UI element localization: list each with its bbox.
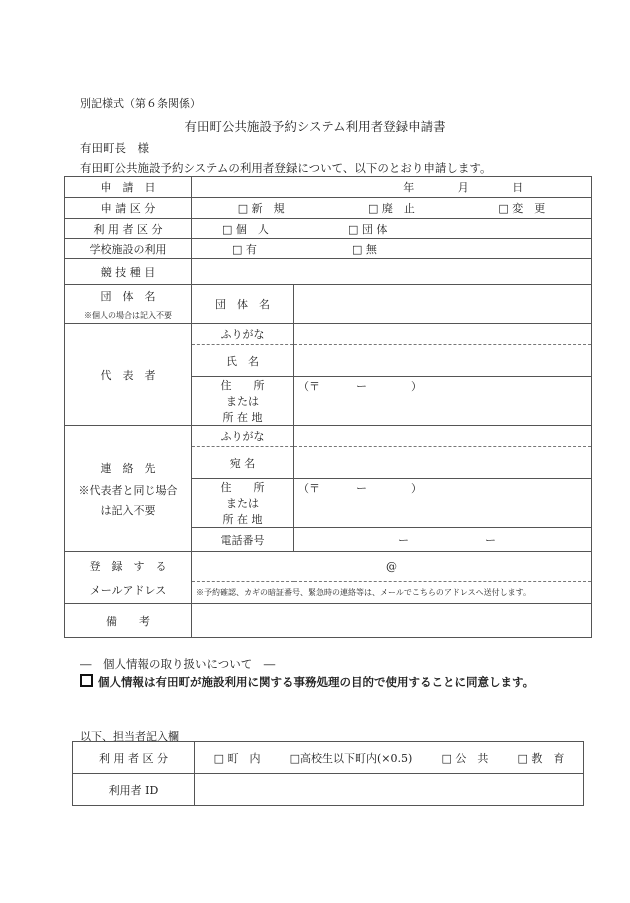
- group-name-note: ※個人の場合は記入不要: [84, 310, 172, 320]
- row-group-name: [65, 285, 592, 324]
- apply-type-change-checkbox[interactable]: □ 変 更: [498, 202, 546, 215]
- contact-zip-dash: ー: [356, 482, 367, 495]
- application-form-table: [64, 176, 592, 638]
- rep-zip-close: ）: [411, 380, 422, 393]
- rep-furigana-label: ふりがな: [192, 324, 294, 345]
- page-title: 有田町公共施設予約システム利用者登録申請書: [184, 119, 446, 134]
- user-type-label: 利 用 者 区 分: [65, 219, 192, 239]
- contact-address-label-1: 住 所: [220, 481, 265, 494]
- staff-education-checkbox[interactable]: □ 教 育: [517, 751, 565, 765]
- group-name-label-cell: [65, 285, 192, 324]
- intro-text: 有田町公共施設予約システムの利用者登録について、以下のとおり申請します。: [80, 161, 492, 175]
- staff-user-id-label: 利用者 ID: [73, 774, 195, 806]
- privacy-heading: ― 個人情報の取り扱いについて ―: [80, 657, 276, 671]
- privacy-consent: [80, 674, 534, 690]
- consent-text: 個人情報は有田町が施設利用に関する事務処理の目的で使用することに同意します。: [98, 675, 535, 689]
- group-name-sublabel: 団 体 名: [192, 285, 294, 324]
- day-label: 日: [512, 181, 524, 194]
- row-email: [65, 552, 592, 582]
- contact-address-label-3: 所 在 地: [222, 513, 263, 526]
- row-apply-date: [65, 177, 592, 198]
- email-label-1: 登 録 す る: [89, 559, 167, 573]
- staff-public-checkbox[interactable]: □ 公 共: [441, 751, 489, 765]
- rep-address-label-2: または: [226, 395, 259, 408]
- remarks-input[interactable]: [192, 604, 592, 638]
- apply-type-label: 申 請 区 分: [65, 198, 192, 219]
- rep-address-input[interactable]: [294, 377, 592, 426]
- email-note: ※予約確認、カギの暗証番号、緊急時の連絡等は、メールでこちらのアドレスへ送付します。: [192, 582, 592, 604]
- contact-furigana-input[interactable]: [294, 426, 592, 447]
- contact-note-2: は記入不要: [100, 503, 156, 517]
- staff-town-checkbox[interactable]: □ 町 内: [213, 751, 261, 765]
- rep-address-label-cell: [192, 377, 294, 426]
- contact-address-label-cell: [192, 479, 294, 528]
- school-no-checkbox[interactable]: □ 無: [352, 242, 377, 256]
- month-label: 月: [457, 181, 469, 194]
- apply-date-label: 申 請 日: [65, 177, 192, 198]
- contact-label-cell: [65, 426, 192, 552]
- rep-name-label: 氏 名: [192, 345, 294, 377]
- rep-zip-dash: ー: [356, 380, 367, 393]
- contact-furigana-label: ふりがな: [192, 426, 294, 447]
- staff-user-class-label: 利 用 者 区 分: [73, 742, 195, 774]
- user-type-group-checkbox[interactable]: □ 団 体: [348, 222, 388, 236]
- row-staff-user-id: [73, 774, 584, 806]
- row-contact-furigana: [65, 426, 592, 447]
- representative-label: 代 表 者: [65, 324, 192, 426]
- sport-label: 競 技 種 目: [65, 259, 192, 285]
- contact-phone-label: 電話番号: [192, 528, 294, 552]
- sport-input[interactable]: [192, 259, 592, 285]
- school-facility-label: 学校施設の利用: [65, 239, 192, 259]
- staff-user-id-input[interactable]: [195, 774, 584, 806]
- rep-name-input[interactable]: [294, 345, 592, 377]
- consent-checkbox[interactable]: [80, 674, 93, 687]
- contact-address-input[interactable]: [294, 479, 592, 528]
- form-reference: 別記様式（第６条関係）: [80, 97, 201, 110]
- apply-type-new-checkbox[interactable]: □ 新 規: [237, 202, 285, 215]
- contact-zip-close: ）: [411, 482, 422, 495]
- row-sport: [65, 259, 592, 285]
- rep-address-label-3: 所 在 地: [222, 411, 263, 424]
- remarks-label: 備 考: [65, 604, 192, 638]
- contact-note-1: ※代表者と同じ場合: [78, 483, 178, 497]
- addressee: 有田町長 様: [80, 141, 149, 155]
- email-at-sign: @: [386, 560, 397, 573]
- row-apply-type: [65, 198, 592, 219]
- row-school-facility: [65, 239, 592, 259]
- contact-name-input[interactable]: [294, 447, 592, 479]
- email-label-cell: [65, 552, 192, 604]
- rep-zip-open: （〒: [298, 380, 320, 393]
- apply-type-cancel-checkbox[interactable]: □ 廃 止: [368, 202, 415, 215]
- row-user-type: [65, 219, 592, 239]
- staff-table: [72, 741, 584, 806]
- rep-furigana-input[interactable]: [294, 324, 592, 345]
- phone-dash-2: ー: [485, 533, 496, 547]
- contact-phone-input[interactable]: [294, 528, 592, 552]
- school-yes-checkbox[interactable]: □ 有: [232, 242, 257, 256]
- phone-dash-1: ー: [398, 533, 409, 547]
- email-input[interactable]: [192, 552, 592, 582]
- contact-label: 連 絡 先: [100, 461, 156, 475]
- row-remarks: [65, 604, 592, 638]
- apply-date-field[interactable]: [192, 177, 592, 198]
- group-name-input[interactable]: [294, 285, 592, 324]
- email-label-2: メールアドレス: [89, 583, 167, 597]
- group-name-label: 団 体 名: [100, 289, 156, 303]
- contact-address-label-2: または: [226, 497, 259, 510]
- staff-section-heading: 以下、担当者記入欄: [80, 730, 179, 743]
- user-type-individual-checkbox[interactable]: □ 個 人: [222, 222, 269, 236]
- contact-name-label: 宛 名: [192, 447, 294, 479]
- staff-student-checkbox[interactable]: □高校生以下町内(×0.5): [289, 751, 413, 765]
- row-staff-user-class: [73, 742, 584, 774]
- year-label: 年: [403, 181, 415, 194]
- row-rep-furigana: [65, 324, 592, 345]
- rep-address-label-1: 住 所: [220, 379, 265, 392]
- contact-zip-open: （〒: [298, 482, 320, 495]
